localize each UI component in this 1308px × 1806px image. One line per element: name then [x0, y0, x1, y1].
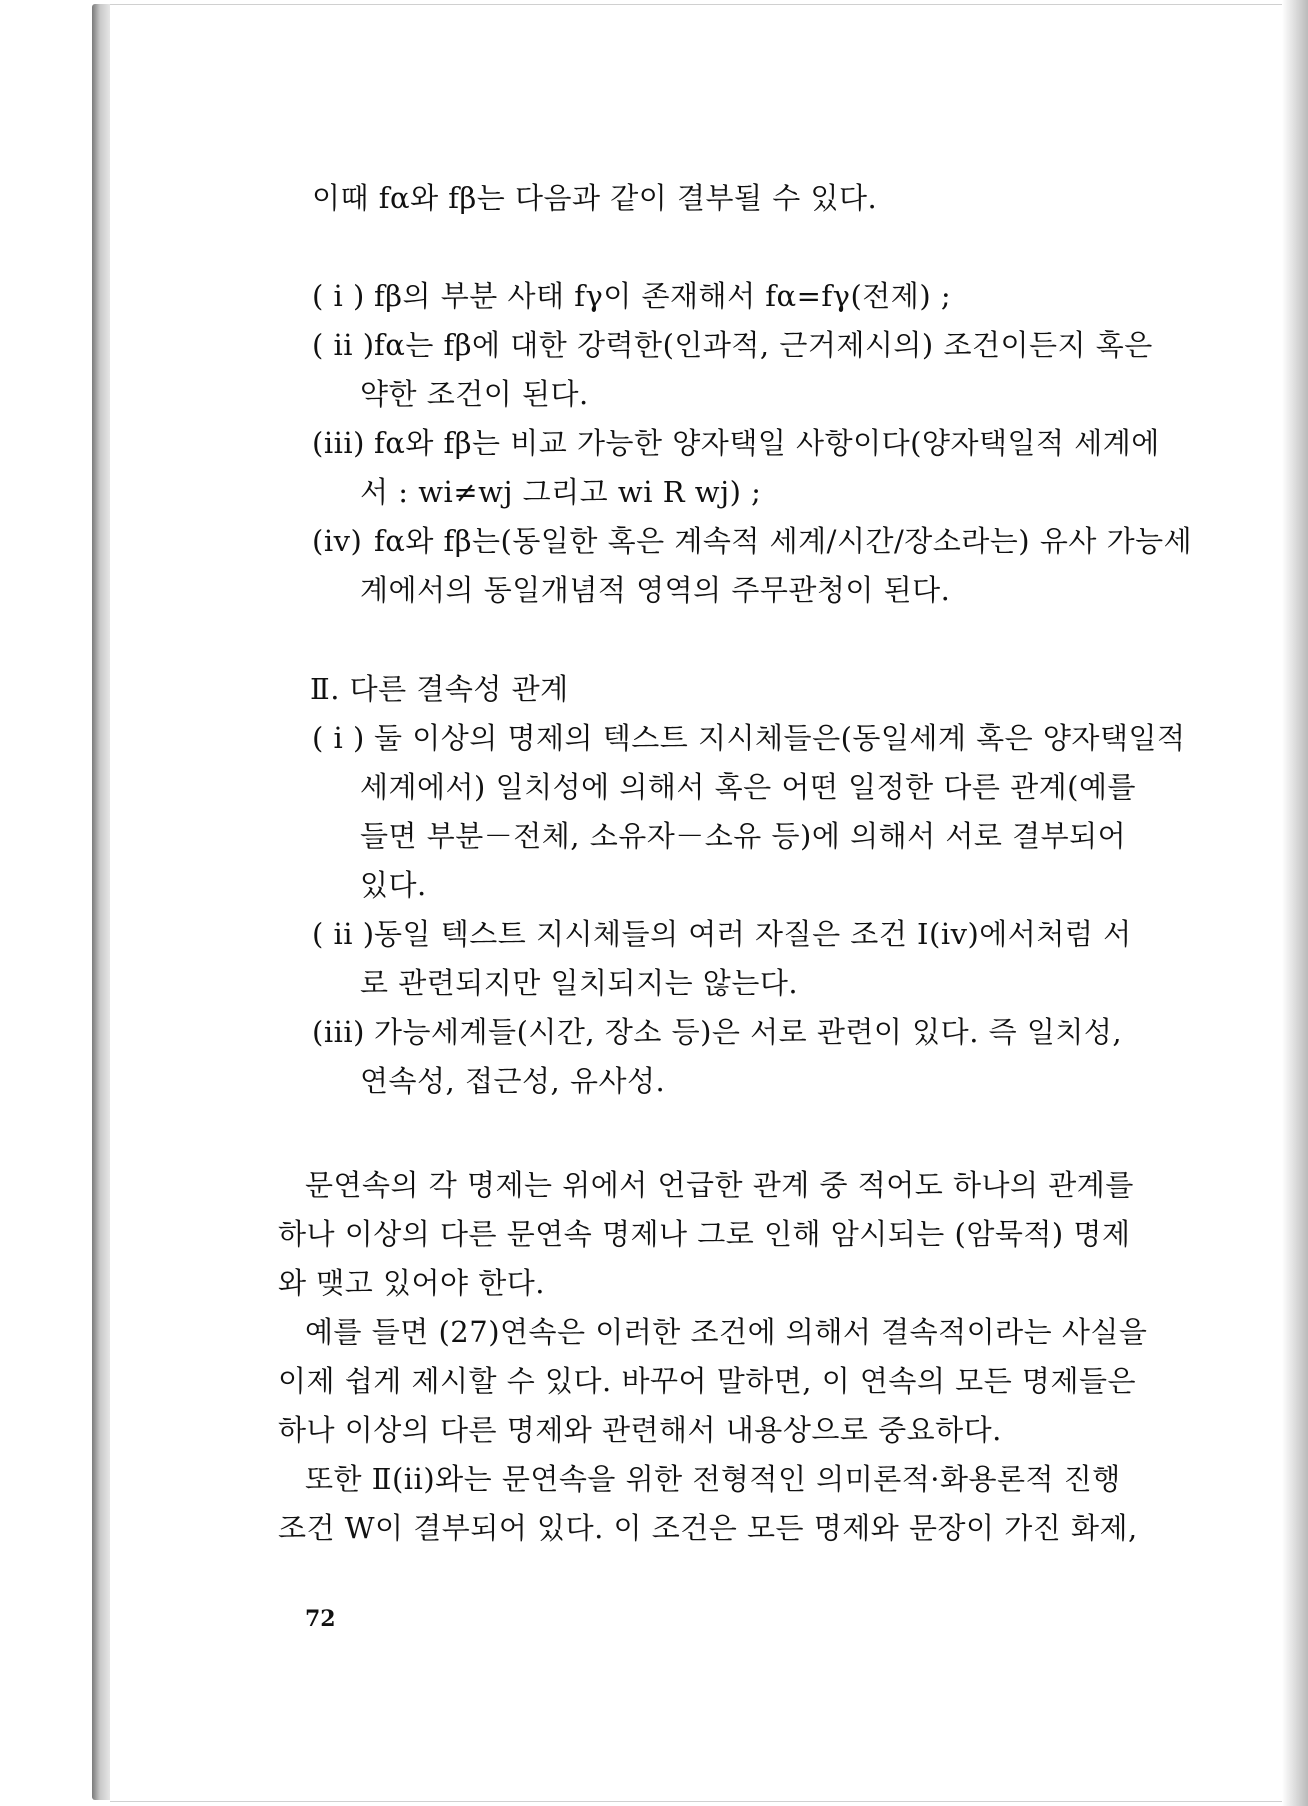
- paragraph-1-line-2: 하나 이상의 다른 문연속 명제나 그로 인해 암시되는 (암묵적) 명제: [278, 1217, 1131, 1251]
- list1-item-3-line-1: fα와 fβ는 비교 가능한 양자택일 사항이다(양자택일적 세계에: [374, 426, 1160, 460]
- list1-item-1-line-1: fβ의 부분 사태 fγ이 존재해서 fα=fγ(전제) ;: [374, 279, 952, 313]
- list1-item-4-line-2: 계에서의 동일개념적 영역의 주무관청이 된다.: [360, 573, 951, 607]
- list2-item-1-line-4: 있다.: [360, 868, 427, 902]
- list1-item-4-label: (iv): [312, 524, 363, 558]
- list2-item-2-line-2: 로 관련되지만 일치되지는 않는다.: [360, 966, 799, 1000]
- paragraph-1-line-3: 와 맺고 있어야 한다.: [278, 1266, 545, 1300]
- section2-title: Ⅱ. 다른 결속성 관계: [310, 672, 569, 706]
- intro-line: 이때 fα와 fβ는 다음과 같이 결부될 수 있다.: [312, 181, 878, 215]
- list1-item-4-line-1: fα와 fβ는(동일한 혹은 계속적 세계/시간/장소라는) 유사 가능세: [374, 524, 1193, 558]
- paragraph-1-line-1: 문연속의 각 명제는 위에서 언급한 관계 중 적어도 하나의 관계를: [305, 1168, 1134, 1202]
- list2-item-2-label: ( ii ): [312, 917, 375, 951]
- list1-item-2-line-1: fα는 fβ에 대한 강력한(인과적, 근거제시의) 조건이든지 혹은: [374, 328, 1153, 362]
- paragraph-3-line-2: 조건 W이 결부되어 있다. 이 조건은 모든 명제와 문장이 가진 화제,: [278, 1511, 1138, 1545]
- list2-item-1-line-2: 세계에서) 일치성에 의해서 혹은 어떤 일정한 다른 관계(예를: [360, 770, 1136, 804]
- list2-item-3-line-2: 연속성, 접근성, 유사성.: [360, 1064, 666, 1098]
- list2-item-3-line-1: 가능세계들(시간, 장소 등)은 서로 관련이 있다. 즉 일치성,: [374, 1015, 1123, 1049]
- list2-item-1-line-1: 둘 이상의 명제의 텍스트 지시체들은(동일세계 혹은 양자택일적: [374, 721, 1186, 755]
- list1-item-3-label: (iii): [312, 426, 365, 460]
- paragraph-2-line-3: 하나 이상의 다른 명제와 관련해서 내용상으로 중요하다.: [278, 1413, 1002, 1447]
- list1-item-3-line-2: 서 : wi≠wj 그리고 wi R wj) ;: [360, 475, 762, 509]
- list1-item-2-line-2: 약한 조건이 된다.: [360, 377, 589, 411]
- page-edge-shadow: [1282, 0, 1308, 1806]
- page-number: 72: [305, 1606, 336, 1632]
- list2-item-2-line-1: 동일 텍스트 지시체들의 여러 자질은 조건 Ⅰ(iv)에서처럼 서: [374, 917, 1132, 951]
- list2-item-3-label: (iii): [312, 1015, 365, 1049]
- list1-item-2-label: ( ii ): [312, 328, 375, 362]
- list2-item-1-line-3: 들면 부분－전체, 소유자－소유 등)에 의해서 서로 결부되어: [360, 819, 1127, 853]
- paragraph-3-line-1: 또한 Ⅱ(ii)와는 문연속을 위한 전형적인 의미론적·화용론적 진행: [305, 1462, 1121, 1496]
- paragraph-2-line-1: 예를 들면 (27)연속은 이러한 조건에 의해서 결속적이라는 사실을: [305, 1315, 1148, 1349]
- paragraph-2-line-2: 이제 쉽게 제시할 수 있다. 바꾸어 말하면, 이 연속의 모든 명제들은: [278, 1364, 1136, 1398]
- list2-item-1-label: ( i ): [312, 721, 365, 755]
- list1-item-1-label: ( i ): [312, 279, 365, 313]
- book-spine: [92, 4, 110, 1800]
